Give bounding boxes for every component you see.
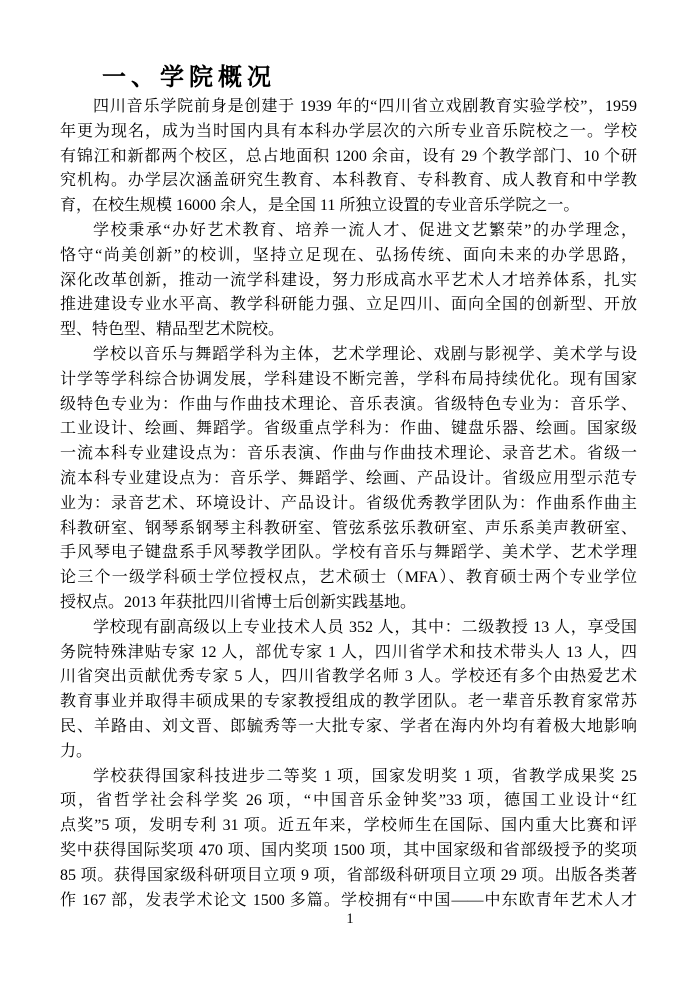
text-line: 究机构。办学层次涵盖研究生教育、本科教育、专科教育、成人教育和中学教 [60, 172, 637, 190]
text-line: 型、特色型、精品型艺术院校。 [60, 321, 285, 339]
paragraph [60, 765, 637, 914]
text-line: 有锦江和新都两个校区，总占地面积 1200 余亩，设有 29 个教学部门、10 个研 [60, 147, 637, 165]
text-line: 手风琴电子键盘系手风琴教学团队。学校有音乐与舞蹈学、美术学、艺术学理 [60, 544, 637, 562]
text-line: 四川音乐学院前身是创建于 1939 年的“四川省立戏剧教育实验学校”，1959 [93, 98, 637, 115]
text-line: 深化改革创新，推动一流学科建设，努力形成高水平艺术人才培养体系，扎实 [60, 271, 637, 289]
text-line: 授权点。2013 年获批四川省博士后创新实践基地。 [60, 593, 417, 611]
text-line: 业为：录音艺术、环境设计、产品设计。省级优秀教学团队为：作曲系作曲主 [60, 494, 637, 512]
text-line: 一流本科专业建设点为：音乐表演、作曲与作曲技术理论、录音艺术。省级一 [60, 445, 637, 463]
text-line: 项，省哲学社会科学奖 26 项，“中国音乐金钟奖”33 项，德国工业设计“红 [60, 792, 637, 810]
text-line: 计学等学科综合协调发展，学科建设不断完善，学科布局持续优化。现有国家 [60, 370, 637, 388]
text-line: 85 项。获得国家级科研项目立项 9 项，省部级科研项目立项 29 项。出版各类著 [60, 866, 637, 884]
text-line: 点奖”5 项，发明专利 31 项。近五年来，学校师生在国际、国内重大比赛和评 [60, 817, 637, 835]
text-line: 年更为现名，成为当时国内具有本科办学层次的六所专业音乐院校之一。学校 [60, 122, 637, 140]
text-line: 学校以音乐与舞蹈学科为主体，艺术学理论、戏剧与影视学、美术学与设 [93, 345, 637, 363]
text-line: 学校获得国家科技进步二等奖 1 项，国家发明奖 1 项，省教学成果奖 25 [93, 767, 637, 785]
text-line: 育，在校生规模 16000 余人，是全国 11 所独立设置的专业音乐学院之一。 [60, 197, 580, 215]
text-line: 论三个一级学科硕士学位授权点，艺术硕士（MFA）、教育硕士两个专业学位 [60, 569, 637, 587]
text-line: 川省突出贡献优秀专家 5 人，四川省教学名师 3 人。学校还有多个由热爱艺术 [60, 668, 637, 686]
document-body [60, 95, 637, 913]
text-line: 务院特殊津贴专家 12 人，部优专家 1 人，四川省学术和技术带头人 13 人，四 [60, 643, 637, 661]
text-line: 民、羊路由、刘文晋、郎毓秀等一大批专家、学者在海内外均有着极大地影响 [60, 717, 637, 735]
text-line: 力。 [60, 742, 93, 760]
text-line: 流本科专业建设点为：音乐学、舞蹈学、绘画、产品设计。省级应用型示范专 [60, 469, 637, 487]
text-line: 作 167 部，发表学术论文 1500 多篇。学校拥有“中国——中东欧青年艺术人才 [60, 891, 637, 909]
text-line: 级特色专业为：作曲与作曲技术理论、音乐表演。省级特色专业为：音乐学、 [60, 395, 637, 413]
text-line: 学校现有副高级以上专业技术人员 352 人，其中：二级教授 13 人，享受国 [93, 618, 637, 636]
paragraph [60, 616, 637, 765]
text-line: 推进建设专业水平高、教学科研能力强、立足四川、面向全国的创新型、开放 [60, 296, 637, 314]
text-line: 教育事业并取得丰硕成果的专家教授组成的教学团队。老一辈音乐教育家常苏 [60, 693, 637, 711]
page-number: 1 [346, 911, 354, 927]
text-line: 工业设计、绘画、舞蹈学。省级重点学科为：作曲、键盘乐器、绘画。国家级 [60, 420, 637, 438]
text-line: 奖中获得国际奖项 470 项、国内奖项 1500 项，其中国家级和省部级授予的奖项 [60, 841, 637, 859]
text-line: 恪守“尚美创新”的校训，坚持立足现在、弘扬传统、面向未来的办学思路， [60, 246, 637, 264]
text-line: 科教研室、钢琴系钢琴主科教研室、管弦系弦乐教研室、声乐系美声教研室、 [60, 519, 637, 537]
section-heading: 一、学院概况 [102, 64, 276, 91]
paragraph [60, 219, 637, 343]
paragraph [60, 95, 637, 219]
paragraph [60, 343, 637, 616]
text-line: 学校秉承“办好艺术教育、培养一流人才、促进文艺繁荣”的办学理念， [93, 221, 637, 239]
